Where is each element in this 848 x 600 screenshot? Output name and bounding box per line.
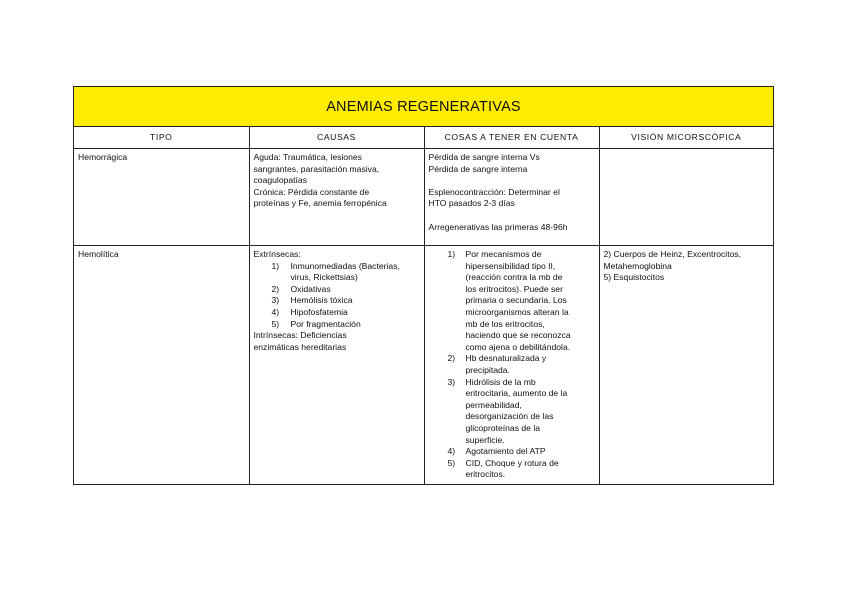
list-item — [429, 249, 595, 353]
causas-outro: enzimáticas hereditarias — [253, 341, 347, 352]
list-line: Hipofosfatemia — [290, 306, 348, 317]
causas-line: Aguda: Traumática, lesiones — [253, 152, 362, 162]
list-line: haciendo que se reconozca — [465, 330, 571, 341]
header-row — [74, 127, 773, 149]
list-number: 3) — [271, 295, 280, 306]
list-number: 4) — [447, 446, 456, 457]
anemias-table — [74, 127, 773, 484]
list-line: desorganización de las — [465, 411, 554, 422]
cell-vision — [599, 149, 773, 246]
list-number: 3) — [447, 376, 456, 387]
list-line: Hb desnaturalizada y — [465, 353, 547, 364]
table-row — [74, 246, 773, 484]
cell-causas — [249, 246, 424, 484]
list-number: 1) — [271, 260, 280, 271]
list-line: hipersensibilidad tipo II, — [465, 260, 556, 271]
vision-line: 2) Cuerpos de Heinz, Excentrocitos, — [603, 249, 742, 259]
list-item — [254, 295, 420, 307]
causas-intro: Extrínsecas: — [253, 249, 301, 259]
list-line: CID, Choque y rotura de — [465, 457, 559, 468]
list-line: Por fragmentación — [290, 318, 361, 329]
header-causas: CAUSAS — [249, 127, 424, 149]
tipo-text: Hemolítica — [78, 249, 119, 259]
list-item — [429, 446, 595, 458]
document-table — [73, 86, 774, 485]
cosas-line: Pérdida de sangre interna Vs — [428, 152, 540, 162]
cosas-line: Arregenerativas las primeras 48-96h — [428, 221, 568, 232]
cosas-line: Esplenocontracción: Determinar el — [428, 186, 560, 197]
cell-cosas — [424, 246, 599, 484]
list-line: como ajena o debilitándola. — [465, 341, 571, 352]
list-number: 5) — [271, 318, 280, 329]
blank-line — [429, 210, 595, 222]
table-title — [74, 87, 773, 127]
list-line: (reacción contra la mb de — [465, 272, 563, 283]
cosas-line: Pérdida de sangre interna — [428, 163, 528, 174]
list-line: microorganismos alteran la — [465, 306, 569, 317]
tipo-text: Hemorrágica — [78, 152, 128, 162]
list-line: los eritrocitos). Puede ser — [465, 283, 563, 294]
list-line: Por mecanismos de — [465, 249, 542, 259]
causas-list — [254, 261, 420, 331]
cell-causas — [249, 149, 424, 246]
header-cosas: COSAS A TENER EN CUENTA — [424, 127, 599, 149]
header-tipo: TIPO — [74, 127, 249, 149]
cosas-line: HTO pasados 2-3 días — [428, 198, 515, 209]
list-line: Hemólisis tóxica — [290, 295, 353, 306]
list-line: primaria o secundaria. Los — [465, 295, 567, 306]
list-line: Oxidativas — [290, 283, 331, 294]
list-number: 5) — [447, 457, 456, 468]
list-item — [429, 353, 595, 376]
list-number: 4) — [271, 306, 280, 317]
vision-line: Metahemoglobina — [603, 260, 672, 271]
header-vision: VISIÓN MICORSCÓPICA — [599, 127, 773, 149]
cell-tipo — [74, 246, 249, 484]
causas-line: coagulopatías — [253, 175, 308, 186]
causas-outro: Intrínsecas: Deficiencias — [253, 330, 347, 341]
causas-line: proteínas y Fe, anemia ferropénica — [253, 198, 387, 209]
list-line: precipitada. — [465, 364, 510, 375]
causas-line: Crónica: Pérdida constante de — [253, 186, 370, 197]
list-line: virus, Rickettsias) — [290, 272, 358, 283]
cell-cosas — [424, 149, 599, 246]
list-line: eritrocitos. — [465, 469, 506, 480]
list-number: 2) — [271, 283, 280, 294]
list-item — [254, 319, 420, 331]
vision-line: 5) Esquistocitos — [603, 272, 665, 283]
list-line: Inmunomediadas (Bacterias, — [290, 260, 400, 271]
list-line: mb de los eritrocitos, — [465, 318, 545, 329]
blank-line — [429, 175, 595, 187]
list-item — [254, 307, 420, 319]
list-item — [429, 458, 595, 481]
cell-tipo — [74, 149, 249, 246]
list-item — [254, 261, 420, 284]
list-item — [254, 284, 420, 296]
list-line: Agotamiento del ATP — [465, 446, 546, 457]
table-title-text: ANEMIAS REGENERATIVAS — [326, 98, 521, 115]
list-item — [429, 377, 595, 447]
list-number: 1) — [447, 249, 456, 259]
list-number: 2) — [447, 353, 456, 364]
cosas-list — [429, 249, 595, 481]
list-line: permeabilidad, — [465, 399, 522, 410]
list-line: glicoproteínas de la — [465, 422, 541, 433]
cell-vision — [599, 246, 773, 484]
list-line: superficie. — [465, 434, 505, 445]
list-line: eritrocitaria, aumento de la — [465, 388, 568, 399]
table-row — [74, 149, 773, 246]
causas-line: sangrantes, parasitación masiva, — [253, 163, 380, 174]
list-line: Hidrólisis de la mb — [465, 376, 536, 387]
